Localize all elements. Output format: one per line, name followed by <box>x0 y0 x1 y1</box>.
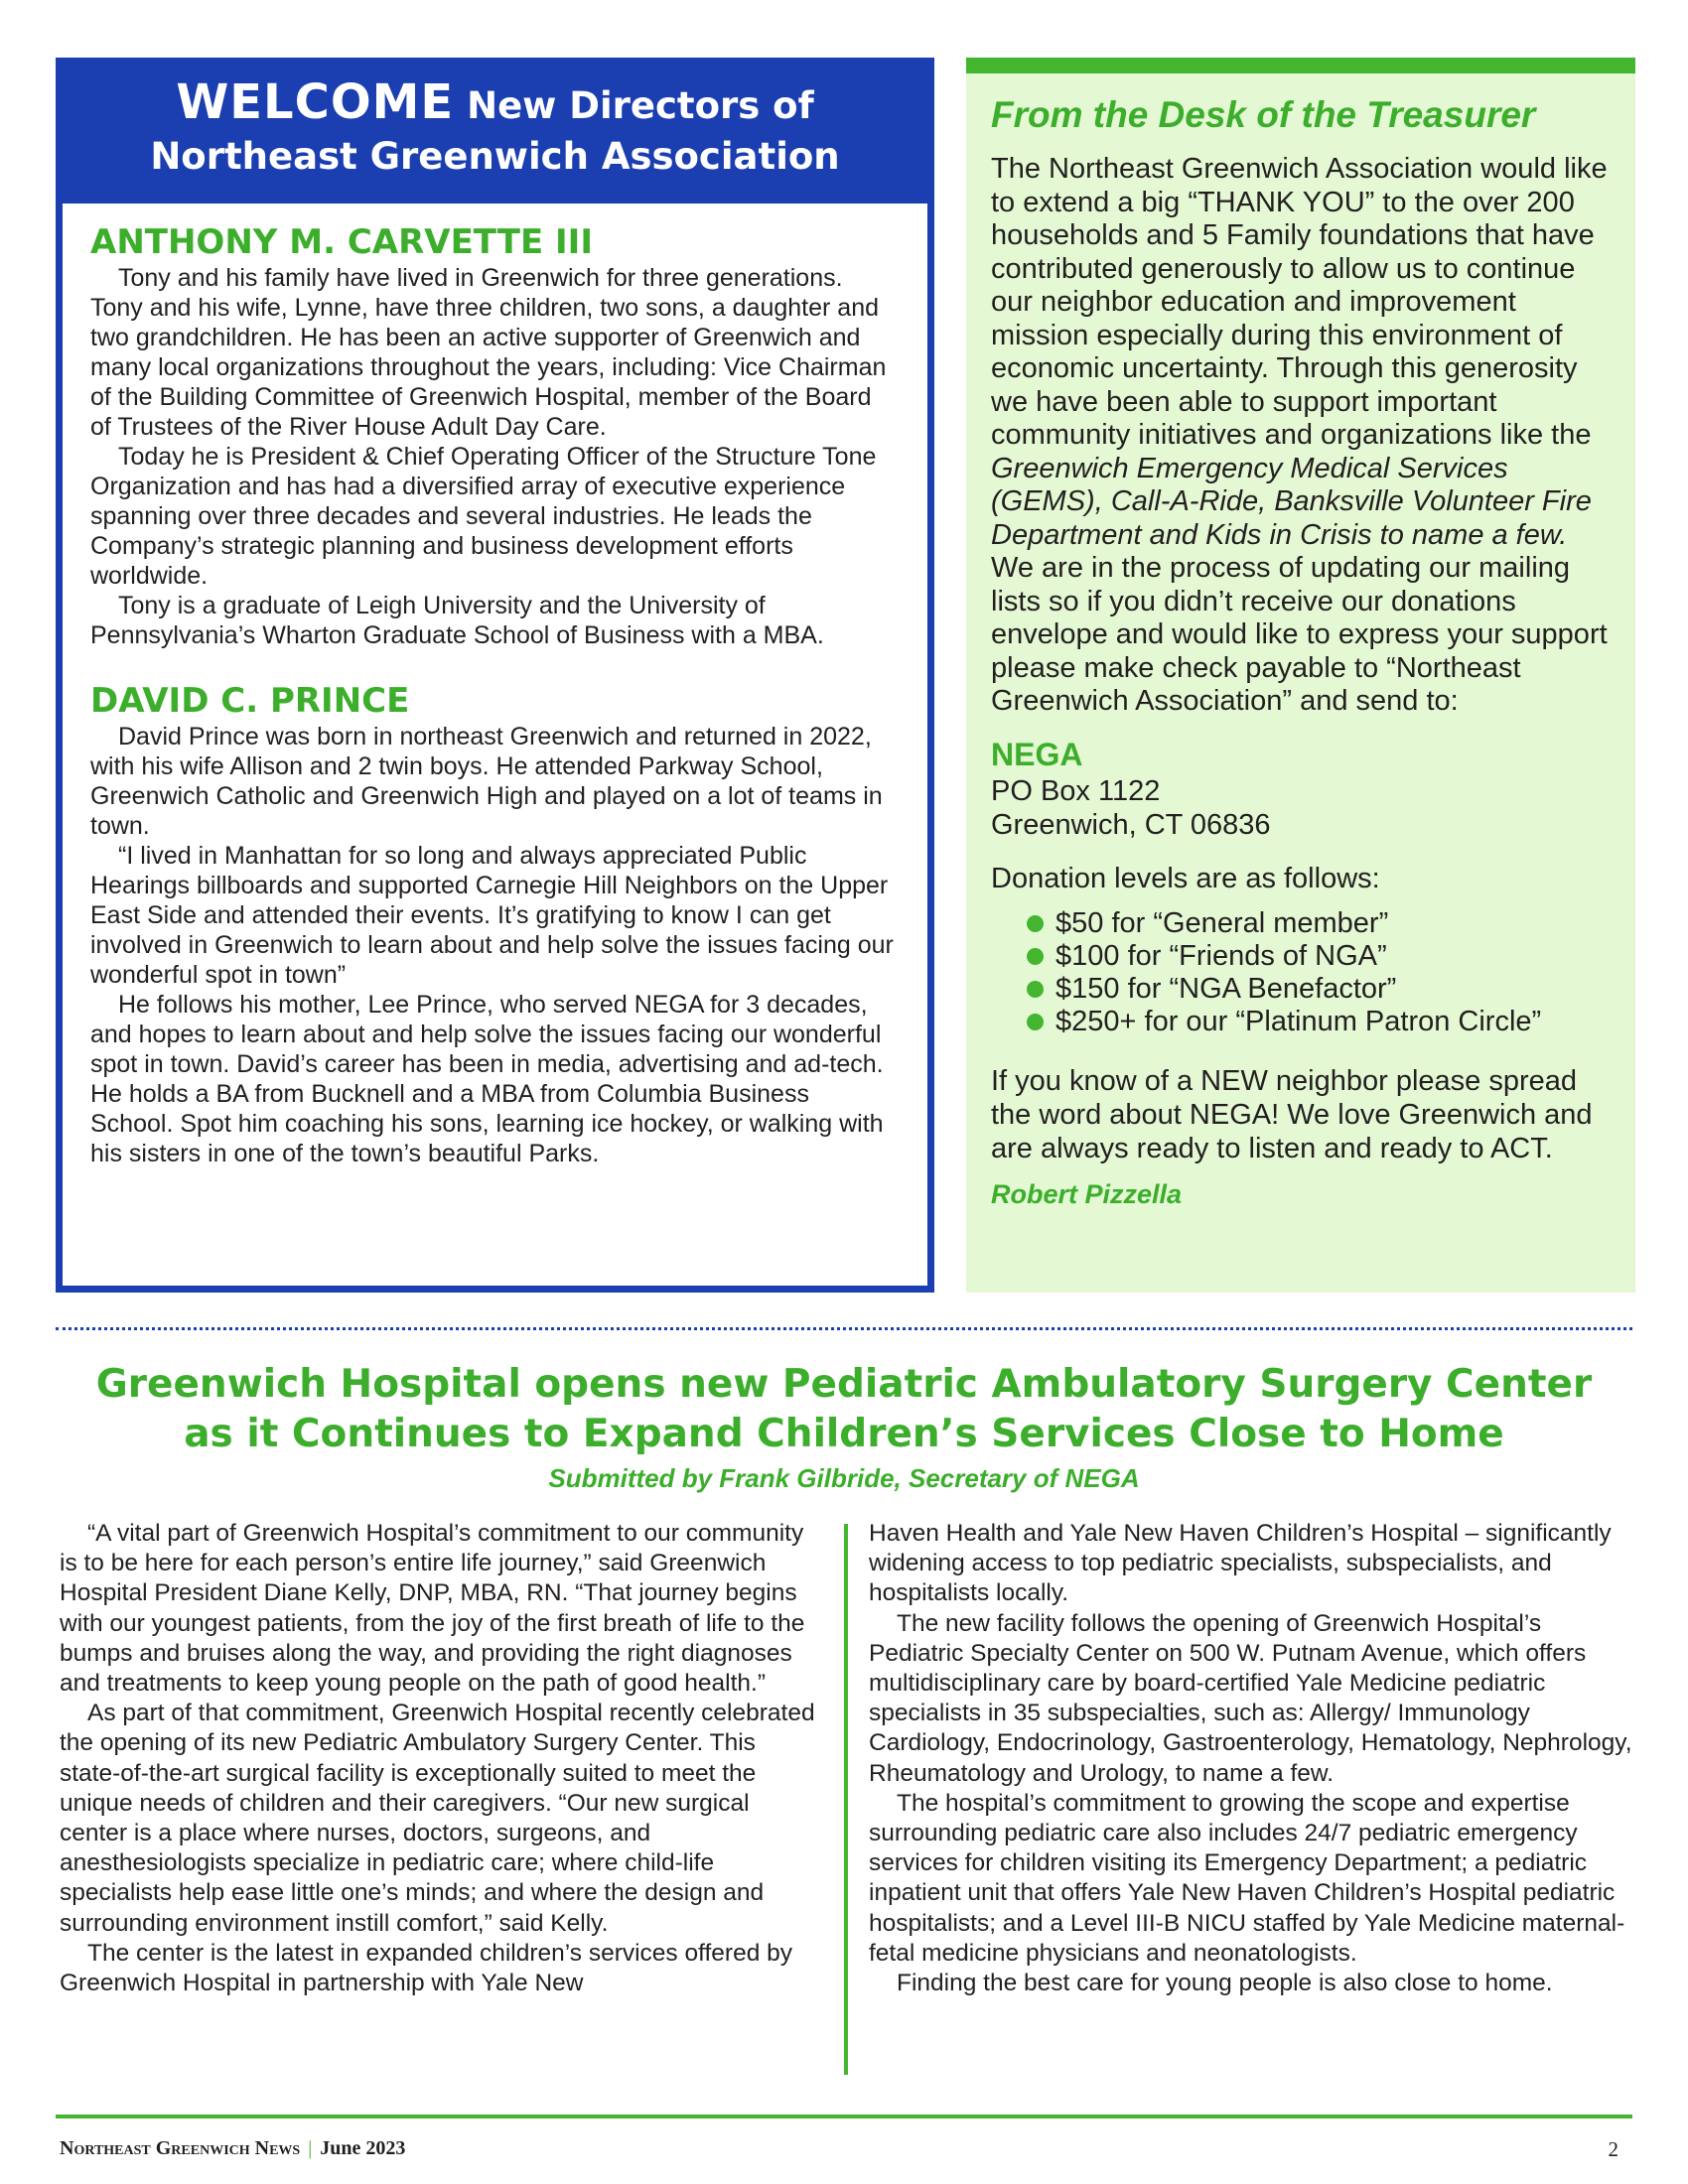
director-bio-paragraph: He follows his mother, Lee Prince, who served NEGA for 3 decades, and hopes to learn about and help solve the issues facing our wonderful spot in town. David’s career has been in media, advertising and ad-tech. He holds a BA from Bucknell and a MBA from Columbia Business School. Spot him coaching his sons, learning ice hockey, or walking with his sisters in one of the town’s beautiful Parks. <box>90 991 884 1167</box>
treasurer-title: From the Desk of the Treasurer <box>991 94 1536 135</box>
column-rule <box>844 1524 848 2075</box>
article-byline: Submitted by Frank Gilbride, Secretary of NEGA <box>548 1463 1140 1493</box>
welcome-heading-line2: Northeast Greenwich Association <box>150 135 840 178</box>
article-title-line2: as it Continues to Expand Children’s Services Close to Home <box>184 1412 1504 1456</box>
treasurer-message <box>991 153 1612 719</box>
donation-level-item <box>1027 907 1612 940</box>
page-number: 2 <box>1608 2137 1618 2161</box>
donation-level-item <box>1027 973 1612 1006</box>
mailing-org-name: NEGA <box>991 736 1083 772</box>
donation-levels-list <box>1027 907 1612 1038</box>
treasurer-box <box>966 58 1635 1293</box>
director-bio-paragraph: Tony is a graduate of Leigh University and the University of Pennsylvania’s Wharton Graduate School of Business with a MBA. <box>90 592 824 649</box>
donation-level-label: $250+ for our “Platinum Patron Circle” <box>1055 1005 1542 1037</box>
director-name: DAVID C. PRINCE <box>90 681 410 721</box>
treasurer-message-organizations: Greenwich Emergency Medical Services (GEMS), Call-A-Ride, Banksville Volunteer Fire Department and Kids in Crisis to name a few. <box>991 452 1592 551</box>
article-paragraph: The center is the latest in expanded children’s services offered by Greenwich Hospital in partnership with Yale New <box>60 1939 792 1997</box>
welcome-directors-box <box>56 58 934 1293</box>
welcome-header <box>63 65 927 204</box>
article-paragraph-continued: Haven Health and Yale New Haven Children’s Hospital – significantly widening access to top pediatric specialists, subspecialists, and hospitalists locally. <box>869 1520 1612 1607</box>
donation-level-label: $150 for “NGA Benefactor” <box>1055 972 1397 1005</box>
bullet-icon <box>1027 981 1044 998</box>
article-column-left <box>60 1519 822 1998</box>
article-paragraph: The new facility follows the opening of Greenwich Hospital’s Pediatric Specialty Center on 500 W. Putnam Avenue, which offers multidisciplinary care by board-certified Yale Medicine pediatric specialists in 35 subspecialties, such as: Allergy/ Immunology Cardiology, Endocrinology, Gastroenterology, Hematology, Nephrology, Rheumatology and Urology, to name a few. <box>869 1609 1632 1787</box>
bullet-icon <box>1027 1014 1044 1030</box>
mailing-address-line1: PO Box 1122 <box>991 774 1161 807</box>
donation-level-item <box>1027 940 1612 973</box>
bullet-icon <box>1027 915 1044 932</box>
welcome-body <box>63 204 927 1168</box>
footer-issue-date: June 2023 <box>320 2137 406 2159</box>
article-paragraph: Finding the best care for young people is also close to home. <box>897 1970 1553 1997</box>
welcome-heading-big: WELCOME <box>176 74 455 130</box>
article-column-right <box>869 1519 1635 1998</box>
director-bio-paragraph: Tony and his family have lived in Greenwich for three generations. Tony and his wife, Lynne, have three children, two sons, a daughter and two grandchildren. He has been an active supporter of Greenwich and many local organizations throughout the years, including: Vice Chairman of the Building Committee of Greenwich Hospital, member of the Board of Trustees of the River House Adult Day Care. <box>90 264 887 441</box>
director-bio-paragraph: “I lived in Manhattan for so long and always appreciated Public Hearings billboards and supported Carnegie Hill Neighbors on the Upper East Side and attended their events. It’s gratifying to know I can get involved in Greenwich to learn about and help solve the issues facing our wonderful spot in town” <box>90 842 894 989</box>
treasurer-message-end: We are in the process of updating our mailing lists so if you didn’t receive our donations envelope and would like to express your support please make check payable to “Northeast Greenwich Association” and send to: <box>991 552 1608 717</box>
article-title-line1: Greenwich Hospital opens new Pediatric Ambulatory Surgery Center <box>95 1362 1593 1407</box>
treasurer-signature: Robert Pizzella <box>991 1178 1183 1209</box>
donation-level-label: $50 for “General member” <box>1055 906 1389 939</box>
mailing-address-line2: Greenwich, CT 06836 <box>991 808 1271 841</box>
donation-level-item <box>1027 1006 1612 1038</box>
director-name: ANTHONY M. CARVETTE III <box>90 222 593 262</box>
bullet-icon <box>1027 948 1044 965</box>
article-title <box>0 1360 1688 1459</box>
footer-separator: | <box>308 2137 313 2159</box>
welcome-heading-line1 <box>63 76 927 132</box>
article-paragraph: “A vital part of Greenwich Hospital’s commitment to our community is to be here for each person’s entire life journey,” said Greenwich Hospital President Diane Kelly, DNP, MBA, RN. “That journey begins with our youngest patients, from the joy of the first breath of life to the bumps and bruises along the way, and providing the right diagnoses and treatments to keep young people on the path of good health.” <box>60 1520 805 1698</box>
director-bio-paragraph: David Prince was born in northeast Greenwich and returned in 2022, with his wife Allison and 2 twin boys. He attended Parkway School, Greenwich Catholic and Greenwich High and played on a lot of teams in town. <box>90 723 883 840</box>
treasurer-message-start: The Northeast Greenwich Association would like to extend a big “THANK YOU” to the over 200 households and 5 Family foundations that have contributed generously to allow us to continue our neighbor education and improvement mission especially during this environment of economic uncertainty. Through this generosity we have been able to support important community initiatives and organizations like the <box>991 153 1608 451</box>
footer-rule <box>56 2115 1632 2118</box>
article-paragraph: The hospital’s commitment to growing the scope and expertise surrounding pediatric care also includes 24/7 pediatric emergency services for children visiting its Emergency Department; a pediatric inpatient unit that offers Yale New Haven Children’s Hospital pediatric hospitalists; and a Level III-B NICU staffed by Yale Medicine maternal-fetal medicine physicians and neonatologists. <box>869 1789 1625 1967</box>
welcome-heading-rest: New Directors of <box>467 84 814 127</box>
donation-levels-intro: Donation levels are as follows: <box>991 862 1380 894</box>
article-paragraph: As part of that commitment, Greenwich Hospital recently celebrated the opening of its new Pediatric Ambulatory Surgery Center. This state-of-the-art surgical facility is exceptionally suited to meet the unique needs of children and their caregivers. “Our new surgical center is a place where nurses, doctors, surgeons, and anesthesiologists specialize in pediatric care; where child-life specialists help ease little one’s minds; and where the design and surrounding environment instill comfort,” said Kelly. <box>60 1700 815 1937</box>
footer-publication-info <box>60 2137 405 2160</box>
director-bio-paragraph: Today he is President & Chief Operating Officer of the Structure Tone Organization and has had a diversified array of executive experience spanning over three decades and several industries. He leads the Company’s strategic planning and business development efforts worldwide. <box>90 443 877 590</box>
treasurer-closing: If you know of a NEW neighbor please spread the word about NEGA! We love Greenwich and are always ready to listen and ready to ACT. <box>991 1064 1593 1164</box>
donation-level-label: $100 for “Friends of NGA” <box>1055 939 1387 972</box>
footer-publication-name: Northeast Greenwich News <box>60 2137 301 2159</box>
section-divider <box>56 1327 1632 1330</box>
